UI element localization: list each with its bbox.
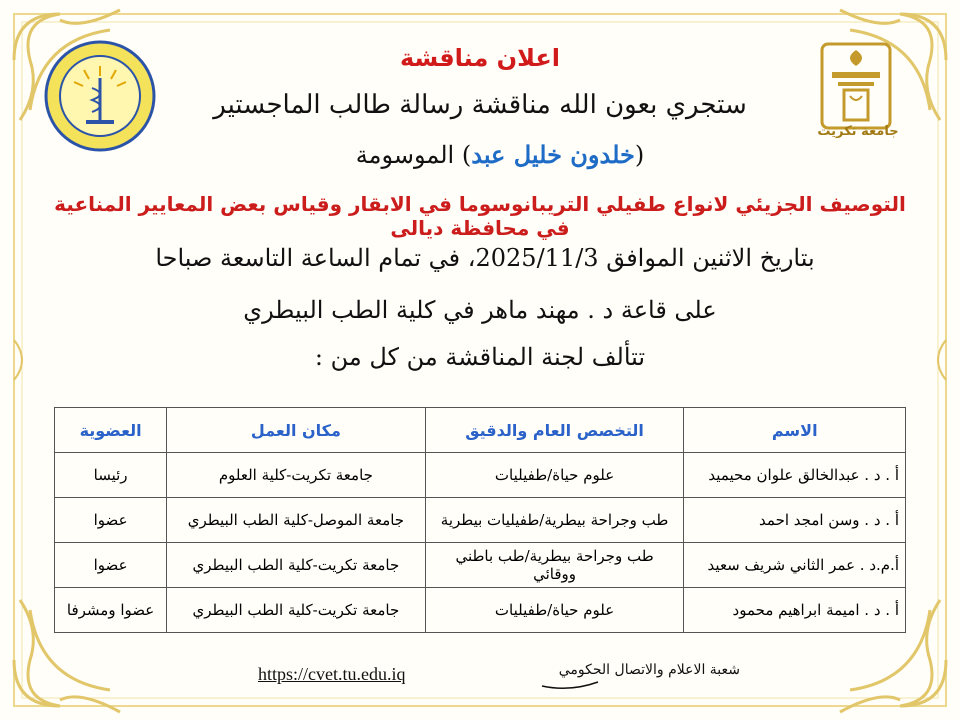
member-name: أ . د . عبدالخالق علوان محيميد [684, 453, 906, 498]
member-workplace: جامعة الموصل-كلية الطب البيطري [167, 498, 426, 543]
venue-line: على قاعة د . مهند ماهر في كلية الطب البيطري [243, 296, 717, 324]
member-role: رئيسا [55, 453, 167, 498]
member-role: عضوا ومشرفا [55, 588, 167, 633]
table-header-row [55, 408, 906, 453]
media-department: شعبة الاعلام والاتصال الحكومي [558, 662, 740, 678]
intro-line: ستجري بعون الله مناقشة رسالة طالب الماجستير [213, 90, 747, 120]
student-line [240, 140, 760, 169]
thesis-title: التوصيف الجزيئي لانواع طفيلي التريبانوسوما في الابقار وقياس بعض المعايير المناعية في محافظة ديالى [54, 192, 906, 240]
member-role: عضوا [55, 498, 167, 543]
table-row [55, 453, 906, 498]
member-name: أ . د . وسن امجد احمد [684, 498, 906, 543]
header-specialty: التخصص العام والدقيق [425, 408, 684, 453]
announcement-title: اعلان مناقشة [399, 44, 561, 72]
member-role: عضوا [55, 543, 167, 588]
committee-table [54, 407, 906, 633]
member-specialty: علوم حياة/طفيليات [425, 453, 684, 498]
member-workplace: جامعة تكريت-كلية الطب البيطري [167, 543, 426, 588]
emblem-caption: جامعة تكريت [817, 124, 899, 139]
student-paren-open: ( [634, 141, 645, 169]
table-row [55, 543, 906, 588]
committee-intro: تتألف لجنة المناقشة من كل من : [314, 343, 646, 371]
student-name: خلدون خليل عبد [471, 140, 635, 169]
header-name: الاسم [684, 408, 906, 453]
table-row [55, 498, 906, 543]
member-name: أ . د . اميمة ابراهيم محمود [684, 588, 906, 633]
table-row [55, 588, 906, 633]
website-link[interactable]: https://cvet.tu.edu.iq [258, 664, 406, 684]
college-logo [44, 40, 156, 152]
member-name: أ.م.د . عمر الثاني شريف سعيد [684, 543, 906, 588]
member-workplace: جامعة تكريت-كلية العلوم [167, 453, 426, 498]
member-workplace: جامعة تكريت-كلية الطب البيطري [167, 588, 426, 633]
date-line: بتاريخ الاثنين الموافق 2025/11/3، في تمام الساعة التاسعة صباحا [155, 244, 815, 272]
swoosh-decoration [540, 680, 600, 690]
member-specialty: طب وجراحة بيطرية/طب باطني ووقائي [425, 543, 684, 588]
student-suffix: الموسومة [355, 141, 462, 169]
header-role: العضوية [55, 408, 167, 453]
header-workplace: مكان العمل [167, 408, 426, 453]
student-paren-close: ) [461, 141, 472, 169]
member-specialty: طب وجراحة بيطرية/طفيليات بيطرية [425, 498, 684, 543]
member-specialty: علوم حياة/طفيليات [425, 588, 684, 633]
